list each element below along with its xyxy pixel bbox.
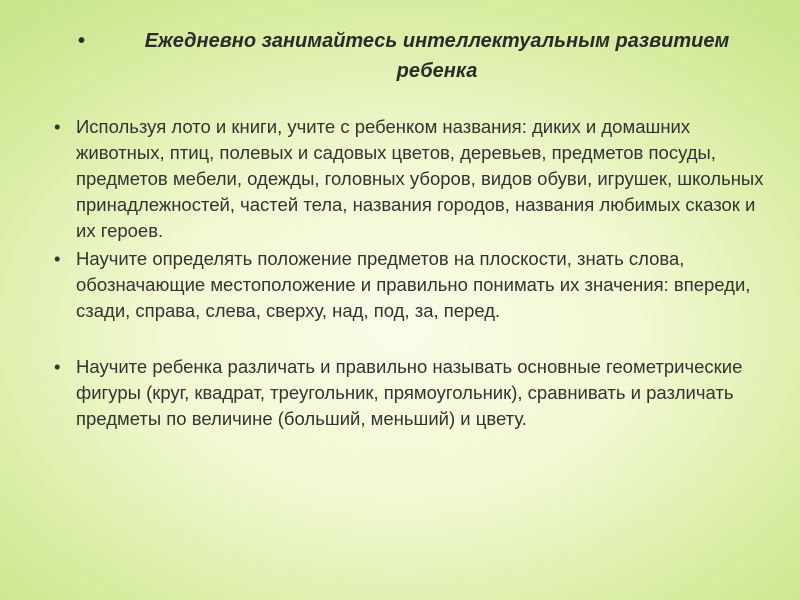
list-item-text: Научите определять положение предметов на плоскости, знать слова, обозначающие местоположение и правильно понимать их значения: впереди, сзади, справа, слева, сверху, над, под, за, перед. xyxy=(76,248,751,321)
title-text: Ежедневно занимайтесь интеллектуальным развитием ребенка xyxy=(144,30,730,82)
list-item-text: Научите ребенка различать и правильно называть основные геометрические фигуры (круг, квадрат, треугольник, прямоугольник), сравнивать и различать предметы по величине (больший, меньший) и цвету. xyxy=(76,356,743,429)
bullet-marker: • xyxy=(54,356,61,377)
bullet-marker: • xyxy=(54,116,61,137)
list-item xyxy=(52,354,772,432)
title-bullet: • xyxy=(78,30,86,52)
bullet-marker: • xyxy=(54,248,61,269)
list-item xyxy=(52,246,772,324)
list-item xyxy=(52,114,772,244)
list-item-text: Используя лото и книги, учите с ребенком названия: диких и домашних животных, птиц, полевых и садовых цветов, деревьев, предметов посуды, предметов мебели, одежды, головных уборов, видов обуви, игрушек, школьных принадлежностей, частей тела, названия городов, названия любимых сказок и их героев. xyxy=(76,116,764,241)
bullet-list xyxy=(52,114,772,432)
slide-title xyxy=(78,26,766,86)
